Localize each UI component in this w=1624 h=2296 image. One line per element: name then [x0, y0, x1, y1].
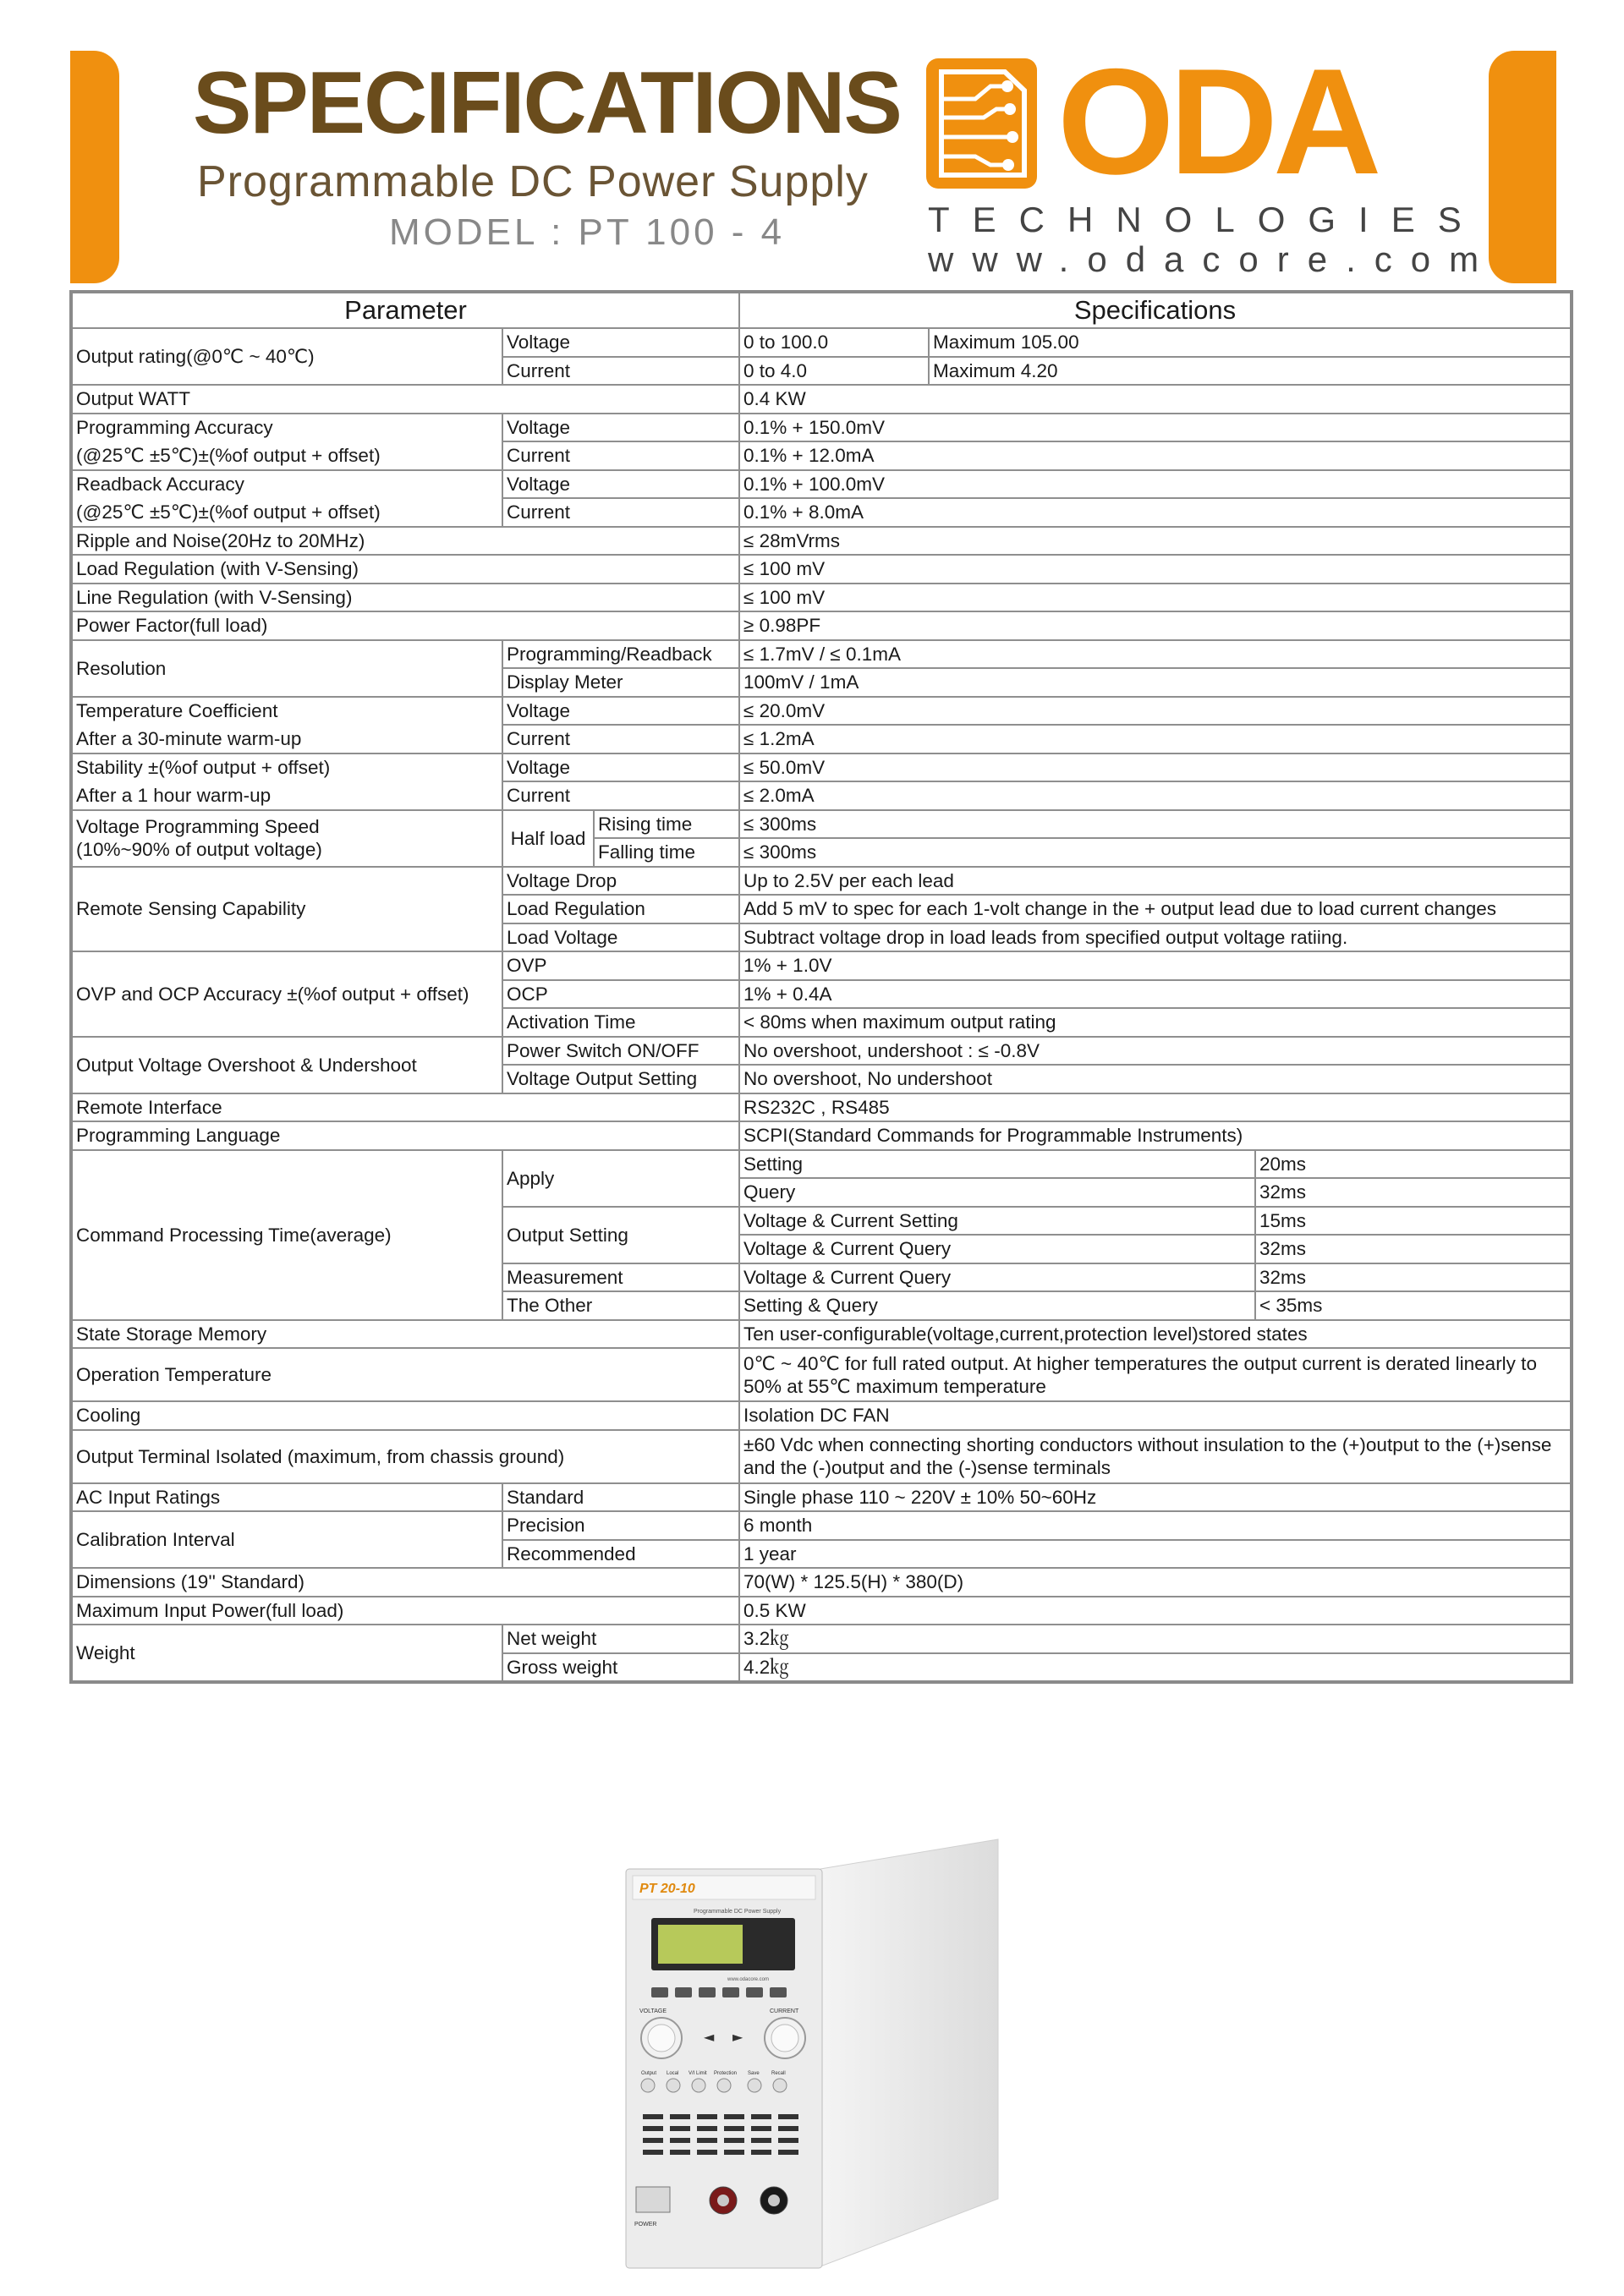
- logo-website: www.odacore.com: [928, 239, 1498, 279]
- param-cell: Output rating(@0℃ ~ 40℃): [71, 328, 502, 385]
- value-cell: Setting & Query: [739, 1291, 1255, 1320]
- value-cell: Add 5 mV to spec for each 1-volt change in the + output lead due to load current changes: [739, 895, 1572, 923]
- param-cell: Programming Accuracy: [71, 414, 502, 442]
- button-label-protection: Protection: [714, 2071, 738, 2076]
- param-cell: After a 1 hour warm-up: [71, 781, 502, 810]
- value-cell: 0 to 4.0: [739, 357, 929, 386]
- value-cell: Voltage & Current Setting: [739, 1207, 1255, 1236]
- value-cell: Isolation DC FAN: [739, 1401, 1572, 1430]
- table-row: [71, 1093, 1572, 1122]
- value-cell: Setting: [739, 1150, 1255, 1179]
- value-cell: Voltage & Current Query: [739, 1235, 1255, 1263]
- param-cell: After a 30-minute warm-up: [71, 725, 502, 753]
- table-row: [71, 498, 1572, 527]
- sub-cell: Current: [502, 781, 739, 810]
- param-cell: Weight: [71, 1625, 502, 1682]
- value-cell: ≤ 20.0mV: [739, 697, 1572, 726]
- sub-cell: Load Regulation: [502, 895, 739, 923]
- table-row: [71, 1625, 1572, 1653]
- value-cell: 100mV / 1mA: [739, 668, 1572, 697]
- param-line: Voltage Programming Speed: [76, 816, 320, 837]
- value-cell: Subtract voltage drop in load leads from specified output voltage ratiing.: [739, 923, 1572, 952]
- sub-cell: Voltage: [502, 414, 739, 442]
- value-cell: Ten user-configurable(voltage,current,protection level)stored states: [739, 1320, 1572, 1349]
- table-row: [71, 1037, 1572, 1066]
- value-cell: 1% + 0.4A: [739, 980, 1572, 1009]
- svg-text:◄: ◄: [704, 2029, 715, 2045]
- sub-cell: Net weight: [502, 1625, 739, 1653]
- param-cell: [71, 810, 502, 867]
- param-cell: Remote Interface: [71, 1093, 739, 1122]
- table-row: [71, 555, 1572, 584]
- table-row: [71, 1597, 1572, 1625]
- table-row: [71, 753, 1572, 782]
- value-cell: 0.1% + 12.0mA: [739, 441, 1572, 470]
- sub-cell: Activation Time: [502, 1008, 739, 1037]
- table-row: [71, 781, 1572, 810]
- voltage-knob-label: VOLTAGE: [639, 2008, 667, 2014]
- value-cell: 0.4 KW: [739, 385, 1572, 414]
- value-cell: ≤ 1.2mA: [739, 725, 1572, 753]
- oda-circuit-logo-icon: [924, 57, 1039, 190]
- value-cell: ±60 Vdc when connecting shorting conductors without insulation to the (+)output to the (+)sense and the (-)output and the (-)sense terminals: [739, 1430, 1572, 1483]
- table-row: [71, 385, 1572, 414]
- param-cell: Operation Temperature: [71, 1348, 739, 1401]
- value-cell: 0 to 100.0: [739, 328, 929, 357]
- sub-cell: Precision: [502, 1511, 739, 1540]
- value-cell: Maximum 105.00: [929, 328, 1572, 357]
- sub-cell: Output Setting: [502, 1207, 739, 1263]
- sub-cell: Voltage Drop: [502, 867, 739, 896]
- sub-cell: Falling time: [594, 838, 739, 867]
- table-row: [71, 725, 1572, 753]
- button-label-vi-limit: V/I Limit: [689, 2071, 707, 2076]
- sub-cell: Current: [502, 357, 739, 386]
- panel-website: www.odacore.com: [727, 1977, 770, 1982]
- sub-cell: OVP: [502, 951, 739, 980]
- sub-cell: Measurement: [502, 1263, 739, 1292]
- sub-cell: OCP: [502, 980, 739, 1009]
- value-cell: ≤ 100 mV: [739, 584, 1572, 612]
- param-cell: Calibration Interval: [71, 1511, 502, 1568]
- table-row: [71, 527, 1572, 556]
- value-cell: < 80ms when maximum output rating: [739, 1008, 1572, 1037]
- param-cell: Readback Accuracy: [71, 470, 502, 499]
- value-cell: 1 year: [739, 1540, 1572, 1569]
- brand-label: PT 20-10: [639, 1882, 695, 1896]
- param-cell: (@25℃ ±5℃)±(%of output + offset): [71, 441, 502, 470]
- button-label-recall: Recall: [771, 2071, 786, 2076]
- value-cell: 32ms: [1255, 1263, 1572, 1292]
- button-label-local: Local: [667, 2071, 679, 2076]
- table-row: [71, 1483, 1572, 1512]
- sub-cell: Voltage Output Setting: [502, 1065, 739, 1093]
- value-cell: ≤ 50.0mV: [739, 753, 1572, 782]
- value-cell: 1% + 1.0V: [739, 951, 1572, 980]
- value-cell: ≥ 0.98PF: [739, 611, 1572, 640]
- param-cell: Output WATT: [71, 385, 739, 414]
- param-cell: Programming Language: [71, 1121, 739, 1150]
- param-cell: Cooling: [71, 1401, 739, 1430]
- table-row: [71, 951, 1572, 980]
- table-row: [71, 1150, 1572, 1179]
- sub-cell: Standard: [502, 1483, 739, 1512]
- logo-tagline: TECHNOLOGIES: [928, 200, 1484, 239]
- param-cell: Maximum Input Power(full load): [71, 1597, 739, 1625]
- sub-cell: Voltage: [502, 470, 739, 499]
- sub-cell: Power Switch ON/OFF: [502, 1037, 739, 1066]
- param-cell: Dimensions (19'' Standard): [71, 1568, 739, 1597]
- sub-cell: Apply: [502, 1150, 739, 1207]
- panel-caption: Programmable DC Power Supply: [694, 1909, 782, 1915]
- specifications-table: [69, 290, 1573, 1684]
- sub-cell: Display Meter: [502, 668, 739, 697]
- header-specifications: Specifications: [739, 292, 1572, 328]
- param-cell: Remote Sensing Capability: [71, 867, 502, 952]
- svg-text:►: ►: [732, 2029, 743, 2045]
- power-switch: [636, 2187, 670, 2212]
- value-cell: Single phase 110 ~ 220V ± 10% 50~60Hz: [739, 1483, 1572, 1512]
- button-label-save: Save: [748, 2071, 760, 2076]
- oda-logo-wordmark: ODA: [1057, 37, 1377, 205]
- param-cell: (@25℃ ±5℃)±(%of output + offset): [71, 498, 502, 527]
- value-cell: SCPI(Standard Commands for Programmable Instruments): [739, 1121, 1572, 1150]
- sub-cell: Voltage: [502, 328, 739, 357]
- value-cell: ≤ 300ms: [739, 810, 1572, 839]
- param-cell: Output Voltage Overshoot & Undershoot: [71, 1037, 502, 1093]
- table-row: [71, 1430, 1572, 1483]
- value-cell: No overshoot, No undershoot: [739, 1065, 1572, 1093]
- value-cell: 6 month: [739, 1511, 1572, 1540]
- value-cell: 0.5 KW: [739, 1597, 1572, 1625]
- param-line: (10%~90% of output voltage): [76, 839, 322, 860]
- table-row: [71, 697, 1572, 726]
- value-cell: 70(W) * 125.5(H) * 380(D): [739, 1568, 1572, 1597]
- value-cell: ≤ 100 mV: [739, 555, 1572, 584]
- table-header-row: [71, 292, 1572, 328]
- value-cell: 0.1% + 8.0mA: [739, 498, 1572, 527]
- table-row: [71, 1568, 1572, 1597]
- value-cell: Up to 2.5V per each lead: [739, 867, 1572, 896]
- table-row: [71, 611, 1572, 640]
- param-cell: Resolution: [71, 640, 502, 697]
- value-cell: 0.1% + 100.0mV: [739, 470, 1572, 499]
- table-row: [71, 1121, 1572, 1150]
- sub-cell: Current: [502, 725, 739, 753]
- table-row: [71, 1511, 1572, 1540]
- param-cell: Temperature Coefficient: [71, 697, 502, 726]
- right-accent-tab: [1489, 51, 1556, 283]
- table-row: [71, 640, 1572, 669]
- page-title: SPECIFICATIONS: [193, 54, 901, 152]
- value-cell: 4.2㎏: [739, 1653, 1572, 1683]
- table-row: [71, 441, 1572, 470]
- param-cell: AC Input Ratings: [71, 1483, 502, 1512]
- sub-cell: Recommended: [502, 1540, 739, 1569]
- table-row: [71, 414, 1572, 442]
- sub-cell: Half load: [502, 810, 594, 867]
- header-parameter: Parameter: [71, 292, 739, 328]
- power-label: POWER: [634, 2222, 657, 2228]
- param-cell: Command Processing Time(average): [71, 1150, 502, 1320]
- value-cell: No overshoot, undershoot : ≤ -0.8V: [739, 1037, 1572, 1066]
- param-cell: Stability ±(%of output + offset): [71, 753, 502, 782]
- value-cell: ≤ 300ms: [739, 838, 1572, 867]
- param-cell: OVP and OCP Accuracy ±(%of output + offset): [71, 951, 502, 1037]
- value-cell: 0℃ ~ 40℃ for full rated output. At higher temperatures the output current is derated linearly to 50% at 55℃ maximum temperature: [739, 1348, 1572, 1401]
- value-cell: 32ms: [1255, 1235, 1572, 1263]
- param-cell: Power Factor(full load): [71, 611, 739, 640]
- button-label-output: Output: [641, 2071, 657, 2076]
- value-cell: Voltage & Current Query: [739, 1263, 1255, 1292]
- value-cell: Maximum 4.20: [929, 357, 1572, 386]
- sub-cell: Voltage: [502, 697, 739, 726]
- product-photo: [592, 1835, 1015, 2275]
- sub-cell: The Other: [502, 1291, 739, 1320]
- left-accent-tab: [70, 51, 119, 283]
- value-cell: RS232C , RS485: [739, 1093, 1572, 1122]
- value-cell: 3.2㎏: [739, 1625, 1572, 1653]
- value-cell: ≤ 2.0mA: [739, 781, 1572, 810]
- table-row: [71, 1320, 1572, 1349]
- value-cell: 20ms: [1255, 1150, 1572, 1179]
- param-cell: State Storage Memory: [71, 1320, 739, 1349]
- value-cell: < 35ms: [1255, 1291, 1572, 1320]
- table-row: [71, 810, 1572, 839]
- value-cell: 0.1% + 150.0mV: [739, 414, 1572, 442]
- sub-cell: Current: [502, 498, 739, 527]
- value-cell: ≤ 28mVrms: [739, 527, 1572, 556]
- param-cell: Line Regulation (with V-Sensing): [71, 584, 739, 612]
- sub-cell: Current: [502, 441, 739, 470]
- table-row: [71, 1348, 1572, 1401]
- page-subtitle: Programmable DC Power Supply: [197, 157, 869, 206]
- current-knob-label: CURRENT: [770, 2008, 799, 2014]
- sub-cell: Voltage: [502, 753, 739, 782]
- value-cell: Query: [739, 1178, 1255, 1207]
- param-cell: Ripple and Noise(20Hz to 20MHz): [71, 527, 739, 556]
- table-row: [71, 584, 1572, 612]
- table-row: [71, 867, 1572, 896]
- table-row: [71, 470, 1572, 499]
- value-cell: 15ms: [1255, 1207, 1572, 1236]
- model-label: MODEL : PT 100 - 4: [389, 211, 786, 253]
- param-cell: Load Regulation (with V-Sensing): [71, 555, 739, 584]
- sub-cell: Programming/Readback: [502, 640, 739, 669]
- param-cell: Output Terminal Isolated (maximum, from chassis ground): [71, 1430, 739, 1483]
- sub-cell: Gross weight: [502, 1653, 739, 1683]
- value-cell: ≤ 1.7mV / ≤ 0.1mA: [739, 640, 1572, 669]
- table-row: [71, 1401, 1572, 1430]
- table-row: [71, 328, 1572, 357]
- sub-cell: Load Voltage: [502, 923, 739, 952]
- value-cell: 32ms: [1255, 1178, 1572, 1207]
- sub-cell: Rising time: [594, 810, 739, 839]
